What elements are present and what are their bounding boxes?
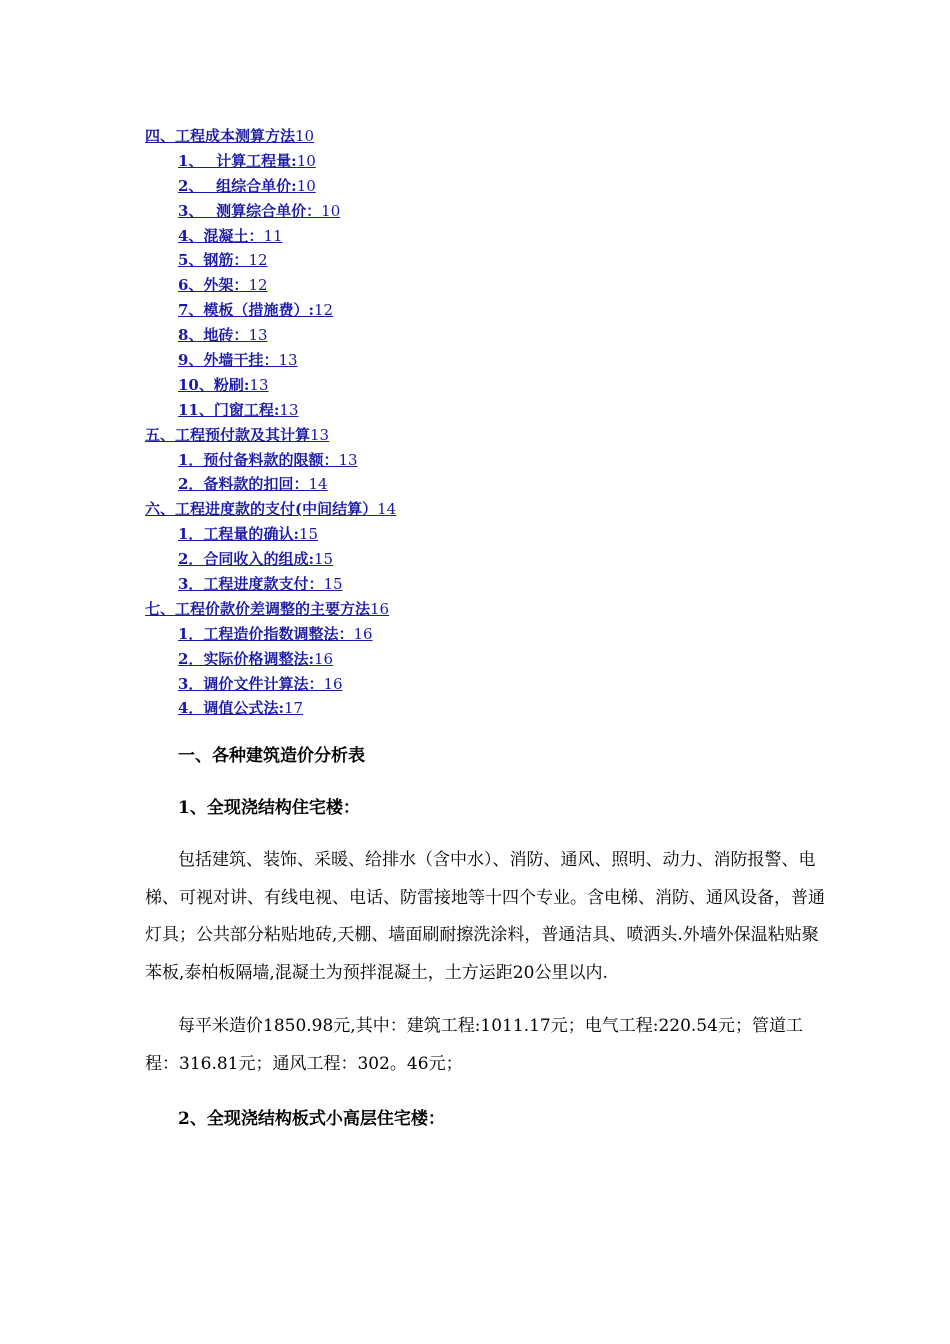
toc-section-link[interactable]: [178, 202, 340, 220]
toc-entry-text: 六、工程进度款的支付(中间结算）: [145, 500, 378, 519]
toc-section-link[interactable]: [178, 675, 343, 693]
toc-page-number: 13: [278, 351, 298, 370]
toc-page-number: 10: [296, 151, 316, 170]
toc-chapter-link[interactable]: [145, 127, 314, 145]
toc-entry-text: 4．调值公式法:: [178, 699, 284, 718]
toc-section-link[interactable]: [178, 326, 268, 344]
toc-page-number: 17: [283, 699, 304, 718]
toc-page-number: 14: [377, 500, 397, 519]
toc-page-number: 14: [308, 475, 328, 494]
toc-entry-text: 1、 计算工程量:: [178, 151, 297, 170]
toc-page-number: 13: [248, 326, 268, 345]
toc-entry: [145, 572, 845, 597]
toc-section-link[interactable]: [178, 650, 333, 668]
toc-entry: [145, 423, 845, 448]
toc-entry: [145, 472, 845, 497]
toc-section-link[interactable]: [178, 227, 283, 245]
toc-entry-text: 2．备料款的扣回：: [178, 475, 309, 494]
toc-entry: [145, 398, 845, 423]
toc-entry-text: 2．实际价格调整法:: [178, 649, 314, 668]
toc-chapter-link[interactable]: [145, 426, 329, 444]
toc-page-number: 13: [338, 450, 358, 469]
toc-entry-text: 1．工程造价指数调整法：: [178, 624, 354, 643]
body-paragraph-scope: 包括建筑、装饰、采暖、给排水（含中水）、消防、通风、照明、动力、消防报警、电梯、可视对讲、有线电视、电话、防雷接地等十四个专业。含电梯、消防、通风设备，普通灯具；公共部分粘贴地砖,天棚、墙面刷耐擦洗涂料，普通洁具、喷洒头.外墙外保温粘贴聚苯板,泰柏板隔墙,混凝土为预拌混凝土，土方运距20公里以内.: [145, 850, 825, 983]
toc-entry: [145, 448, 845, 473]
document-body: [145, 740, 825, 1135]
toc-page-number: 15: [298, 525, 319, 544]
toc-entry: [145, 547, 845, 572]
toc-entry-text: 8、地砖：: [178, 326, 249, 345]
toc-page-number: 16: [313, 649, 334, 668]
toc-page-number: 10: [295, 127, 315, 145]
toc-entry: [145, 672, 845, 697]
toc-page-number: 10: [296, 176, 316, 195]
toc-page-number: 10: [321, 201, 341, 220]
toc-entry: [145, 522, 845, 547]
toc-entry-text: 9、外墙干挂：: [178, 351, 279, 370]
toc-entry-text: 11、门窗工程:: [178, 400, 280, 419]
toc-entry-text: 7、模板（措施费）:: [178, 301, 314, 320]
toc-page-number: 16: [323, 674, 343, 693]
toc-section-link[interactable]: [178, 699, 303, 717]
toc-section-link[interactable]: [178, 251, 268, 269]
toc-entry-text: 10、粉刷:: [178, 375, 250, 394]
toc-chapter-link[interactable]: [145, 500, 396, 518]
toc-section-link[interactable]: [178, 301, 333, 319]
toc-entry: [145, 174, 845, 199]
toc-section-link[interactable]: [178, 351, 298, 369]
toc-entry-text: 2、 组综合单价:: [178, 176, 297, 195]
toc-section-link[interactable]: [178, 177, 316, 195]
toc-entry-text: 3．工程进度款支付：: [178, 575, 324, 594]
toc-page-number: 15: [313, 550, 334, 569]
toc-entry-text: 2．合同收入的组成:: [178, 550, 314, 569]
toc-section-link[interactable]: [178, 625, 373, 643]
toc-entry-text: 3、 测算综合单价：: [178, 201, 322, 220]
toc-entry: [145, 373, 845, 398]
toc-page-number: 16: [370, 599, 390, 618]
toc-page-number: 16: [353, 624, 373, 643]
toc-section-link[interactable]: [178, 401, 299, 419]
toc-page-number: 13: [249, 375, 269, 394]
section-heading: 一、各种建筑造价分析表: [178, 746, 365, 766]
toc-entry: [145, 696, 845, 721]
toc-section-link[interactable]: [178, 152, 316, 170]
body-paragraph-cost: 每平米造价1850.98元,其中：建筑工程:1011.17元；电气工程:220.54元；管道工程：316.81元；通风工程：302。46元；: [145, 1016, 803, 1074]
toc-page-number: 12: [248, 251, 268, 270]
toc-entry: [145, 273, 845, 298]
toc-section-link[interactable]: [178, 451, 358, 469]
toc-page-number: 15: [323, 575, 343, 594]
toc-entry: [145, 149, 845, 174]
toc-entry-text: 1．预付备料款的限额：: [178, 450, 339, 469]
toc-section-link[interactable]: [178, 550, 333, 568]
toc-section-link[interactable]: [178, 376, 269, 394]
toc-page-number: 13: [279, 400, 299, 419]
toc-chapter-link[interactable]: [145, 600, 389, 618]
toc-entry: [145, 298, 845, 323]
toc-page-number: 13: [310, 425, 330, 444]
toc-entry: [145, 199, 845, 224]
toc-entry-text: 四、工程成本测算方法: [145, 127, 296, 145]
subsection-heading-2: 2、全现浇结构板式小高层住宅楼：: [178, 1109, 445, 1129]
subsection-heading-1: 1、全现浇结构住宅楼：: [178, 798, 360, 818]
toc-entry: [145, 323, 845, 348]
toc-entry-text: 七、工程价款价差调整的主要方法: [145, 599, 371, 618]
toc-entry: [145, 622, 845, 647]
toc-entry: [145, 348, 845, 373]
toc-section-link[interactable]: [178, 525, 318, 543]
toc-section-link[interactable]: [178, 276, 268, 294]
toc-entry-text: 5、钢筋：: [178, 251, 249, 270]
toc-entry-text: 1．工程量的确认:: [178, 525, 299, 544]
toc-entry-text: 五、工程预付款及其计算: [145, 425, 311, 444]
toc-section-link[interactable]: [178, 475, 328, 493]
toc-entry-text: 3．调价文件计算法：: [178, 674, 324, 693]
toc-entry: [145, 124, 845, 149]
toc-section-link[interactable]: [178, 575, 343, 593]
toc-entry: [145, 224, 845, 249]
toc-entry: [145, 497, 845, 522]
toc-entry: [145, 597, 845, 622]
toc-entry-text: 4、混凝土：: [178, 226, 264, 245]
table-of-contents: [145, 124, 845, 721]
toc-entry: [145, 248, 845, 273]
toc-entry: [145, 647, 845, 672]
toc-page-number: 12: [313, 301, 334, 320]
toc-page-number: 12: [248, 276, 268, 295]
toc-entry-text: 6、外架：: [178, 276, 249, 295]
toc-page-number: 11: [263, 226, 283, 245]
